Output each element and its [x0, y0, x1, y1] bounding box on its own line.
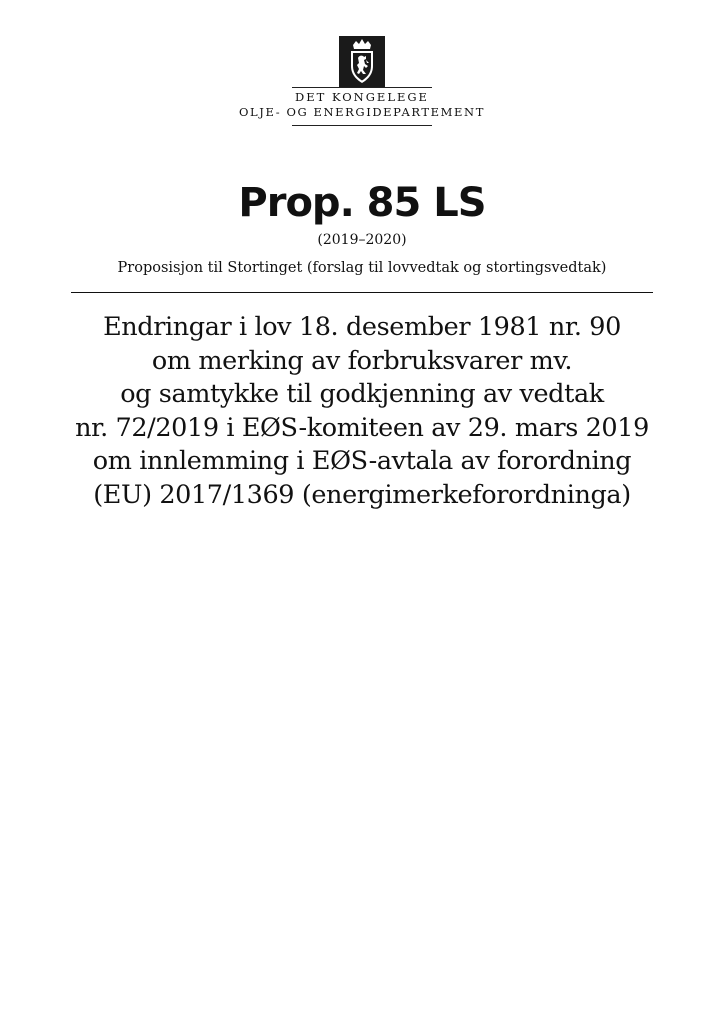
main-title [40, 311, 684, 512]
session-years: (2019–2020) [317, 232, 407, 248]
title-divider [71, 292, 653, 293]
proposition-subtitle: Proposisjon til Stortinget (forslag til lovvedtak og stortingsvedtak) [117, 260, 607, 276]
ministry-line-2: OLJE- OG ENERGIDEPARTEMENT [239, 105, 485, 119]
coat-of-arms-icon [339, 36, 385, 88]
main-title-line: om merking av forbruksvarer mv. [151, 345, 573, 376]
main-title-line: og samtykke til godkjenning av vedtak [120, 379, 604, 409]
main-title-line: nr. 72/2019 i EØS-komiteen av 29. mars 2019 [75, 412, 649, 443]
ministry-rule-top [292, 87, 432, 88]
main-title-line: (EU) 2017/1369 (energimerkeforordninga) [93, 479, 631, 510]
proposition-title: Prop. 85 LS [238, 180, 486, 226]
ministry-line-1: DET KONGELEGE [295, 90, 429, 104]
ministry-rule-bottom [292, 125, 432, 126]
main-title-line: Endringar i lov 18. desember 1981 nr. 90 [103, 312, 621, 342]
main-title-line: om innlemming i EØS-avtala av forordning [92, 446, 632, 476]
